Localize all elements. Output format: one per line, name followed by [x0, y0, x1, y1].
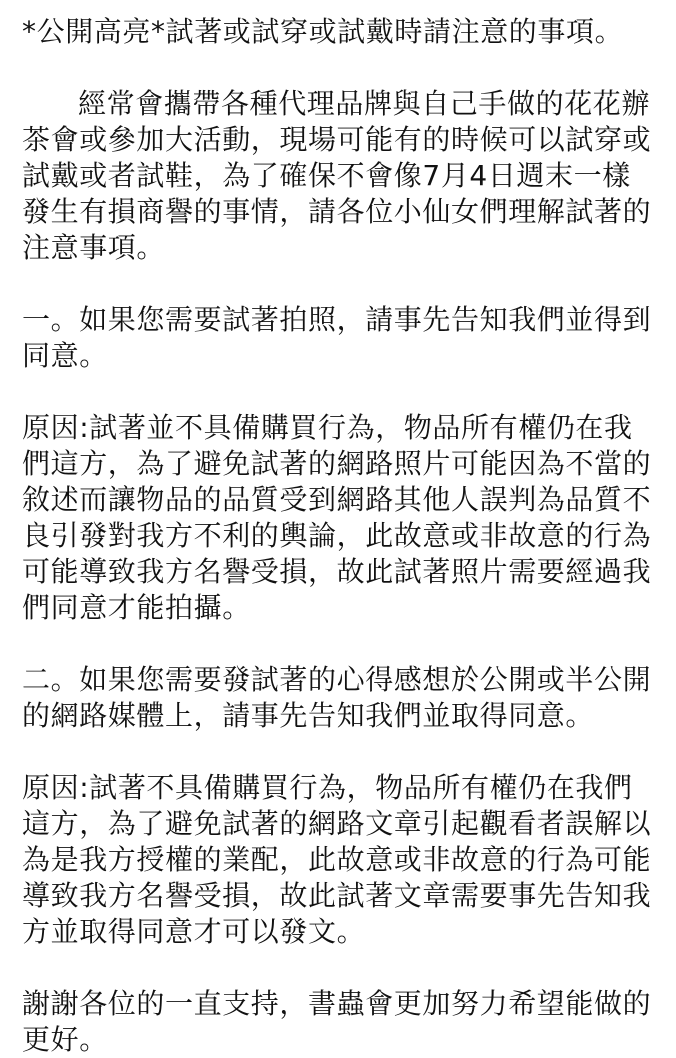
rule-two: 二。如果您需要發試著的心得感想於公開或半公開的網路媒體上，請事先告知我們並取得同意。 [22, 663, 652, 732]
closing-paragraph: 謝謝各位的一直支持，書蟲會更加努力希望能做的更好。 [22, 987, 652, 1056]
reason-two: 原因:試著不具備購買行為，物品所有權仍在我們這方，為了避免試著的網路文章引起觀看者誤解以為是我方授權的業配，此故意或非故意的行為可能導致我方名譽受損，故此試著文章需要事先告知我方並取得同意才可以發文。 [22, 771, 652, 948]
document-title: *公開高亮*試著或試穿或試戴時請注意的事項。 [22, 15, 624, 48]
intro-paragraph: 經常會攜帶各種代理品牌與自己手做的花花辦茶會或參加大活動，現場可能有的時候可以試穿或試戴或者試鞋，為了確保不會像7月4日週末一樣發生有損商譽的事情，請各位小仙女們理解試著的注意事項。 [22, 87, 652, 264]
rule-one: 一。如果您需要試著拍照，請事先告知我們並得到同意。 [22, 303, 652, 372]
reason-one: 原因:試著並不具備購買行為，物品所有權仍在我們這方，為了避免試著的網路照片可能因為不當的敘述而讓物品的品質受到網路其他人誤判為品質不良引發對我方不利的輿論，此故意或非故意的行為可能導致我方名譽受損，故此試著照片需要經過我們同意才能拍攝。 [22, 411, 652, 624]
